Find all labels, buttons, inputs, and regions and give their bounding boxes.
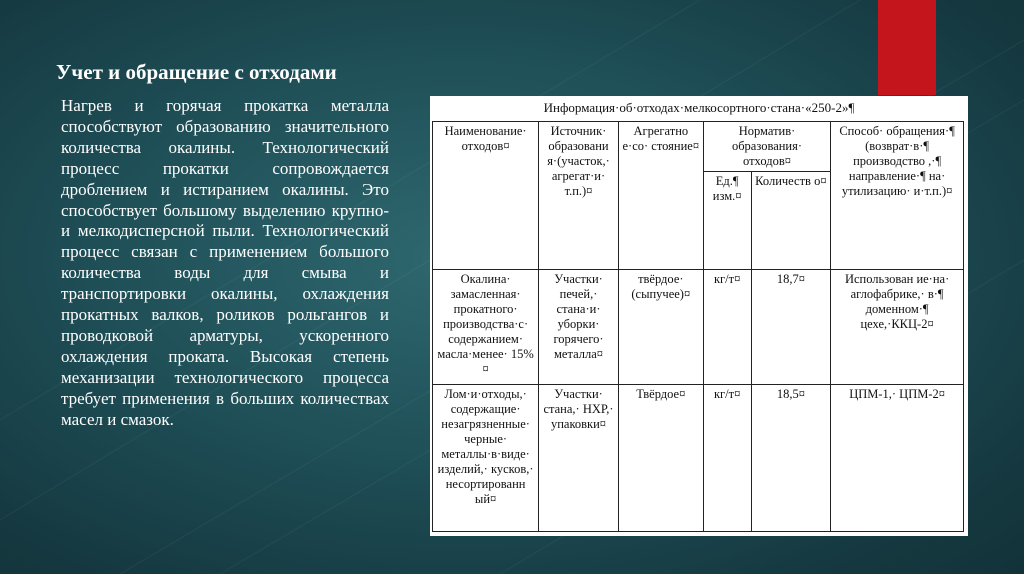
header-handling: Способ· обращения·¶ (возврат·в·¶ производство ,·¶ направление·¶ на· утилизацию· и·т.п.)¤ <box>831 122 964 270</box>
table-row <box>433 270 964 385</box>
slide-body-text: Нагрев и горячая прокатка металла способствуют образованию значительного количества окалины. Технологический процесс прокатки сопровождается дроблением и истиранием окалины. Это способствует большому выделению крупно- и мелкодисперсной пыли. Технологический процесс связан с применением большого количества воды для смыва и транспортировки окалины, охлаждения прокатных валков, роликов рольгангов и проводковой арматуры, ускоренного охлаждения проката. Высокая степень механизации технологического процесса требует применения в больших количествах масел и смазок. <box>61 96 389 429</box>
row-1-quantity: 18,7¤ <box>751 270 831 385</box>
row-1-state: твёрдое· (сыпучее)¤ <box>618 270 703 385</box>
header-name: Наименование· отходов¤ <box>433 122 539 270</box>
row-2-name: Лом·и·отходы,· содержащие· незагрязненные· черные· металлы·в·виде· изделий,· кусков,· несортированн ый¤ <box>433 385 539 532</box>
row-2-unit: кг/т¤ <box>703 385 751 532</box>
table-header-row <box>433 122 964 172</box>
row-2-state: Твёрдое¤ <box>618 385 703 532</box>
row-2-handling: ЦПМ-1,· ЦПМ-2¤ <box>831 385 964 532</box>
row-2-quantity: 18,5¤ <box>751 385 831 532</box>
row-1-name: Окалина· замасленная· прокатного· производства·с· содержанием· масла·менее· 15%¤ <box>433 270 539 385</box>
document-caption: Информация·об·отходах·мелкосортного·стана·«250-2»¶ <box>543 100 855 115</box>
row-1-source: Участки· печей,· стана·и· уборки· горячего· металла¤ <box>539 270 619 385</box>
header-source: Источник· образовани я·(участок,· агрегат·и· т.п.)¤ <box>539 122 619 270</box>
row-1-handling: Использован ие·на· аглофабрике,· в·¶ доменном·¶ цехе,·ККЦ-2¤ <box>831 270 964 385</box>
waste-table <box>432 121 964 532</box>
header-unit: Ед.¶ изм.¤ <box>703 172 751 270</box>
header-quantity: Количеств о¤ <box>751 172 831 270</box>
red-ribbon <box>878 0 936 95</box>
row-2-source: Участки· стана,· НХР,· упаковки¤ <box>539 385 619 532</box>
table-row <box>433 385 964 532</box>
slide-title: Учет и обращение с отходами <box>56 60 337 84</box>
row-1-unit: кг/т¤ <box>703 270 751 385</box>
header-norm: Норматив· образования· отходов¤ <box>703 122 830 172</box>
document-scan <box>430 96 968 536</box>
header-state: Агрегатно е·со· стояние¤ <box>618 122 703 270</box>
